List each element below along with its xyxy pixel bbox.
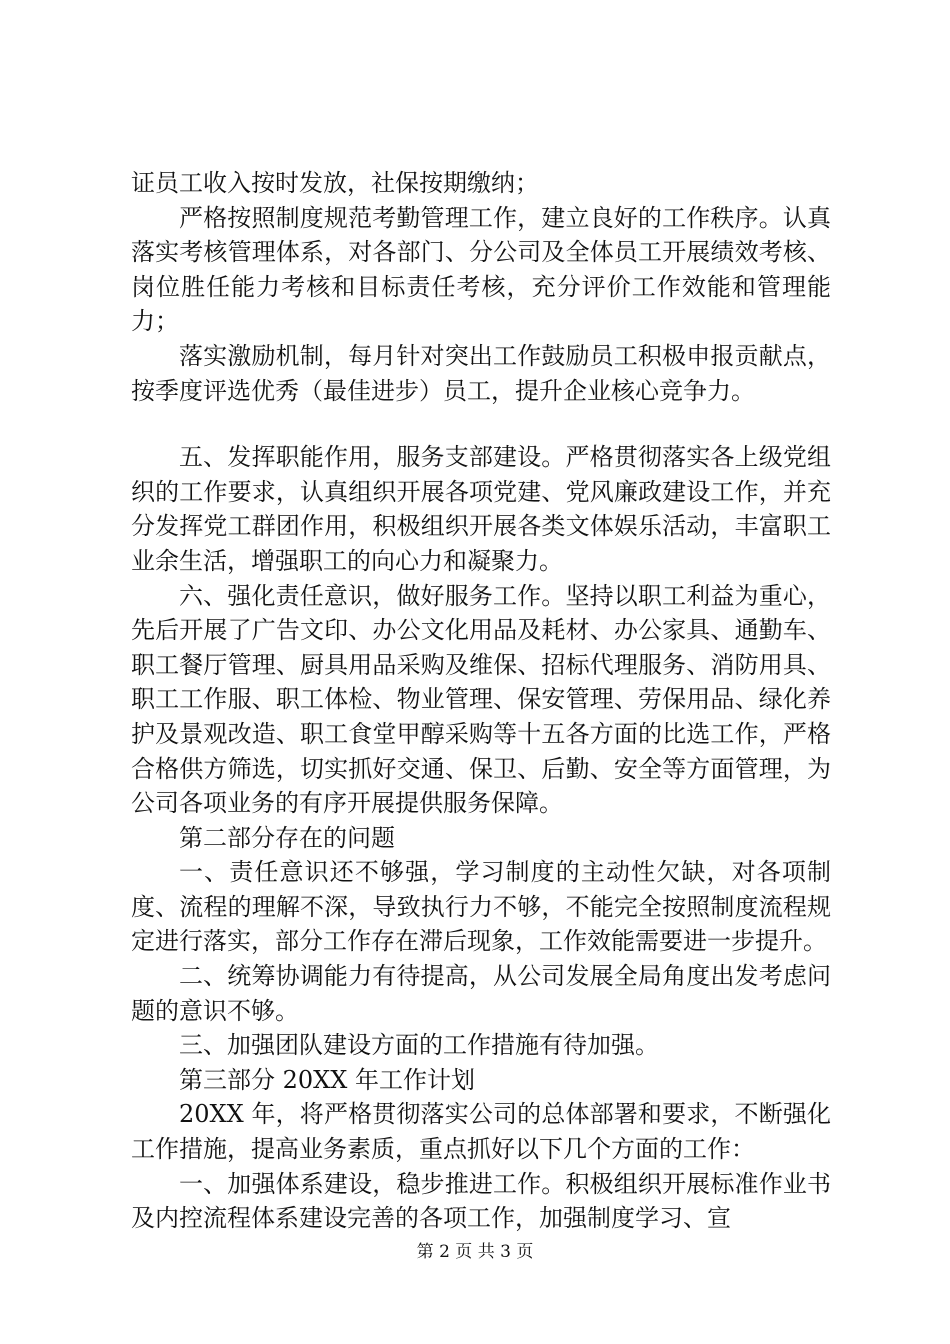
paragraph-incentive: 落实激励机制，每月针对突出工作鼓励员工积极申报贡献点，按季度评选优秀（最佳进步）员工，提升企业核心竞争力。 [131,341,831,405]
paragraph-problem-three: 三、加强团队建设方面的工作措施有待加强。 [179,1031,659,1060]
document-body [131,166,831,1236]
paragraph-section-six: 六、强化责任意识，做好服务工作。坚持以职工利益为重心，先后开展了广告文印、办公文化用品及耗材、办公家具、通勤车、职工餐厅管理、厨具用品采购及维保、招标代理服务、消防用具、职工工作服、职工体检、物业管理、保安管理、劳保用品、绿化养护及景观改造、职工食堂甲醇采购等十五各方面的比选工作，严格合格供方筛选，切实抓好交通、保卫、后勤、安全等方面管理，为公司各项业务的有序开展提供服务保障。 [131,581,831,818]
page-number-footer: 第 2 页 共 3 页 [416,1242,534,1262]
heading-part-three: 第三部分 20XX 年工作计划 [179,1065,475,1094]
paragraph-problem-two: 二、统筹协调能力有待提高，从公司发展全局角度出发考虑问题的意识不够。 [131,962,831,1025]
paragraph-plan-intro: 20XX 年，将严格贯彻落实公司的总体部署和要求，不断强化工作措施，提高业务素质，重点抓好以下几个方面的工作： [131,1100,831,1164]
paragraph-continuation: 证员工收入按时发放，社保按期缴纳； [131,169,539,197]
paragraph-plan-one: 一、加强体系建设，稳步推进工作。积极组织开展标准作业书及内控流程体系建设完善的各项工作，加强制度学习、宣 [131,1169,831,1233]
heading-part-two: 第二部分存在的问题 [179,823,395,852]
paragraph-section-five: 五、发挥职能作用，服务支部建设。严格贯彻落实各上级党组织的工作要求，认真组织开展各项党建、党风廉政建设工作，并充分发挥党工群团作用，积极组织开展各类文体娱乐活动，丰富职工业余生活，增强职工的向心力和凝聚力。 [131,443,831,575]
paragraph-attendance: 严格按照制度规范考勤管理工作，建立良好的工作秩序。认真落实考核管理体系，对各部门、分公司及全体员工开展绩效考核、岗位胜任能力考核和目标责任考核，充分评价工作效能和管理能力； [131,203,831,336]
paragraph-problem-one: 一、责任意识还不够强，学习制度的主动性欠缺，对各项制度、流程的理解不深，导致执行力不够，不能完全按照制度流程规定进行落实，部分工作存在滞后现象，工作效能需要进一步提升。 [131,858,831,956]
